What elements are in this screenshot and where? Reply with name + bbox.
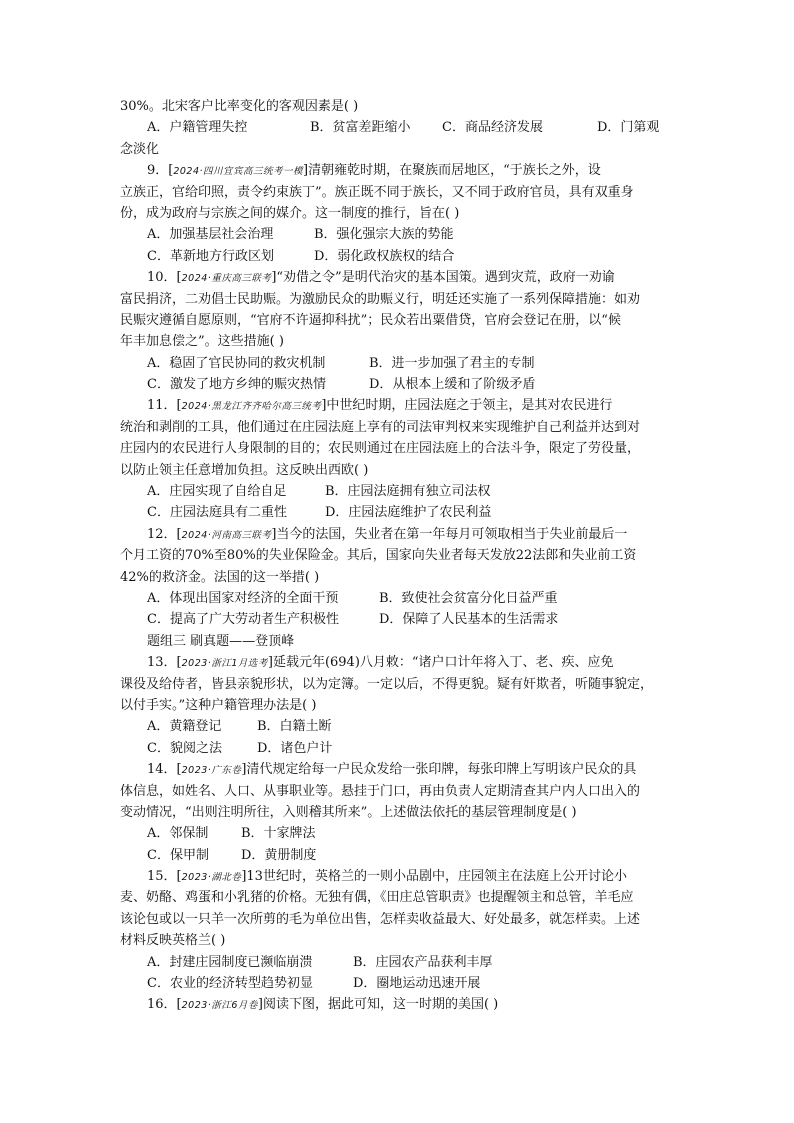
option-row (120, 716, 680, 737)
question-number: 13．[ (147, 655, 182, 671)
answer-option: B．十家牌法 (241, 826, 316, 842)
option-row (120, 502, 680, 523)
question-text: ]清朝雍乾时期，在聚族而居地区，“于族长之外，设 (303, 163, 601, 179)
question-text: ]中世纪时期，庄园法庭之于领主，是其对农民进行 (321, 398, 613, 414)
text-line: 30%。北宋客户比率变化的客观因素是( ) (120, 99, 359, 114)
question-stem (120, 866, 680, 887)
option-row (120, 845, 680, 866)
answer-option: C．革新地方行政区划 (147, 248, 274, 264)
option-row (120, 738, 680, 759)
text-line: 民赈灾遵循自愿原则，“官府不许逼抑科扰”；民众若出粟借贷，官府会登记在册，以“候 (120, 312, 621, 328)
answer-option: A．黄籍登记 (147, 719, 222, 735)
answer-option: C．保甲制 (147, 847, 209, 863)
answer-option: D．诸色户计 (257, 740, 333, 756)
question-text: ]清代规定给每一户民众发给一张印牌，每张印牌上写明该户民众的具 (241, 762, 637, 778)
text-line: 42%的救济金。法国的这一举措( ) (120, 569, 320, 585)
question-source: 2023·广东卷 (181, 765, 242, 777)
answer-option: D．庄园法庭维护了农民利益 (325, 505, 492, 521)
answer-option: B．贫富差距缩小 (310, 120, 411, 136)
text-line: 体信息，如姓名、人口、从事职业等。悬挂于门口，再由负责人定期清查其户内人口出入的 (120, 783, 641, 799)
text-line: 课役及给侍者，皆县亲貌形状，以为定簿。一定以后，不得更貌。疑有奸欺者，听随事貌定， (120, 676, 654, 692)
answer-option: A．户籍管理失控 (147, 120, 248, 136)
answer-option: C．农业的经济转型趋势初显 (147, 976, 313, 992)
option-row (120, 374, 680, 395)
question-source: 2024·重庆高三联考 (181, 273, 272, 285)
question-stem (120, 395, 680, 416)
text-line: 变动情况，“出则注明所往，入则稽其所来”。上述做法依托的基层管理制度是( ) (120, 804, 577, 820)
option-row (120, 481, 680, 502)
text-line: 统治和剥削的工具，他们通过在庄园法庭上享有的司法审判权来实现维护自己利益并达到对 (120, 419, 641, 435)
answer-option: D．黄册制度 (241, 847, 317, 863)
answer-option: C．貌阅之法 (147, 740, 222, 756)
option-row (120, 588, 680, 609)
answer-option: A．加强基层社会治理 (147, 227, 274, 243)
text-line: 个月工资的70%至80%的失业保险金。其后，国家向失业者每天发放22法郎和失业前工资 (120, 548, 637, 564)
answer-option: D．弱化政权族权的结合 (314, 248, 455, 264)
question-stem (120, 524, 680, 545)
option-row (120, 823, 680, 844)
question-number: 10．[ (147, 270, 182, 286)
answer-option: C．提高了广大劳动者生产积极性 (147, 612, 339, 628)
answer-option: B．强化强宗大族的势能 (314, 227, 454, 243)
answer-option: D．保障了人民基本的生活需求 (379, 612, 559, 628)
text-line: 年丰加息偿之”。这些措施( ) (120, 334, 284, 350)
question-number: 16．[ (147, 997, 182, 1013)
answer-option: D．门第观 (597, 120, 660, 136)
answer-option: A．庄园实现了自给自足 (147, 484, 287, 500)
answer-option: C．庄园法庭具有二重性 (147, 505, 287, 521)
option-row (120, 117, 680, 138)
answer-option: A．邻保制 (147, 826, 209, 842)
question-text: ]阅读下图，据此可知，这一时期的美国( ) (257, 997, 499, 1013)
question-stem (120, 267, 680, 288)
text-line: 立族正，官给印照，责令约束族丁”。族正既不同于族长，又不同于政府官员，具有双重身 (120, 184, 634, 200)
text-line: 麦、奶酪、鸡蛋和小乳猪的价格。无独有偶，《田庄总管职责》也提醒领主和总管，羊毛应 (120, 890, 634, 906)
question-stem (120, 994, 680, 1015)
answer-option: C．商品经济发展 (442, 120, 543, 136)
answer-option: B．白籍土断 (257, 719, 332, 735)
question-number: 12．[ (147, 526, 182, 542)
question-source: 2024·四川宜宾高三统考一模 (173, 166, 304, 178)
question-number: 9．[ (147, 163, 174, 179)
answer-option: C．激发了地方乡绅的赈灾热情 (147, 377, 326, 393)
document-page (120, 96, 680, 1016)
option-row (120, 973, 680, 994)
question-source: 2024·黑龙江齐齐哈尔高三统考 (181, 401, 322, 413)
answer-option: B．致使社会贫富分化日益严重 (379, 590, 558, 606)
answer-option: D．圈地运动迅速开展 (353, 976, 481, 992)
question-text: ]当今的法国，失业者在第一年每月可领取相当于失业前最后一 (271, 526, 628, 542)
answer-option: A．封建庄园制度已濒临崩溃 (147, 954, 313, 970)
text-line: 题组三 刷真题——登顶峰 (147, 633, 295, 649)
answer-option: A．体现出国家对经济的全面干预 (147, 590, 339, 606)
question-number: 14．[ (147, 762, 182, 778)
text-line: 份，成为政府与宗族之间的媒介。这一制度的推行，旨在( ) (120, 205, 460, 221)
text-line: 念淡化 (120, 141, 160, 157)
text-line: 富民捐济，二劝倡士民助赈。为激励民众的助赈义行，明廷还实施了一系列保障措施：如劝 (120, 291, 641, 307)
answer-option: D．从根本上缓和了阶级矛盾 (369, 377, 536, 393)
question-number: 15．[ (147, 869, 182, 885)
question-source: 2023·浙江1月选考 (181, 658, 268, 670)
question-text: ]“劝借之令”是明代治灾的基本国策。遇到灾荒，政府一劝谕 (271, 270, 615, 286)
option-row (120, 224, 680, 245)
option-row (120, 353, 680, 374)
question-source: 2024·河南高三联考 (181, 529, 272, 541)
text-line: 庄园内的农民进行人身限制的目的；农民则通过在庄园法庭上的合法斗争，限定了劳役量， (120, 441, 641, 457)
answer-option: B．庄园法庭拥有独立司法权 (325, 484, 491, 500)
text-line: 材料反映英格兰( ) (120, 933, 226, 949)
text-line: 以防止领主任意增加负担。这反映出西欧( ) (120, 462, 369, 478)
answer-option: A．稳固了官民协同的救灾机制 (147, 355, 326, 371)
text-line: 该论包或以一只羊一次所剪的毛为单位出售，怎样卖收益最大、好处最多，就怎样卖。上述 (120, 911, 641, 927)
answer-option: B．进一步加强了君主的专制 (369, 355, 535, 371)
option-row (120, 246, 680, 267)
question-source: 2023·湖北卷 (181, 872, 242, 884)
question-source: 2023·浙江6月卷 (181, 1000, 258, 1012)
question-text: ]延载元年(694)八月敕：“诸户口计年将入丁、老、疾、应免 (267, 655, 614, 671)
question-text: ]13世纪时，英格兰的一则小品剧中，庄园领主在法庭上公开讨论小 (241, 869, 627, 885)
question-number: 11．[ (147, 398, 182, 414)
option-row (120, 609, 680, 630)
text-line: 以付手实。”这种户籍管理办法是( ) (120, 697, 317, 713)
question-stem (120, 759, 680, 780)
question-stem (120, 160, 680, 181)
answer-option: B．庄园农产品获利丰厚 (353, 954, 493, 970)
question-stem (120, 652, 680, 673)
option-row (120, 952, 680, 973)
